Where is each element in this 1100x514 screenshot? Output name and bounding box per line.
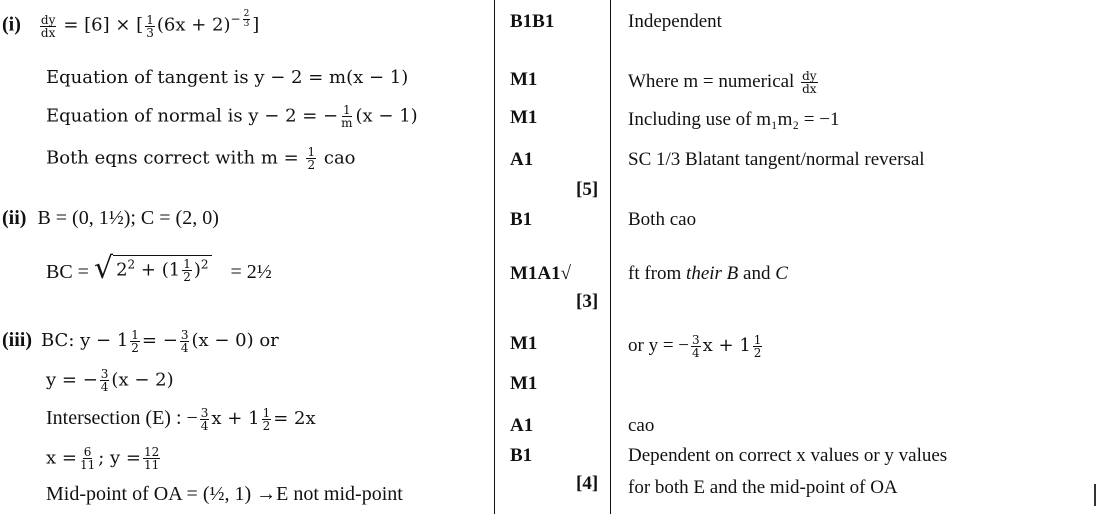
note-where-m: Where m = numerical $\frac{dy}{dx}$ <box>628 69 817 97</box>
dy-text: dy <box>40 12 56 27</box>
mark-m1-tangent: M1 <box>510 69 538 90</box>
mark-a1-both: A1 <box>510 149 534 170</box>
part-iii-bc-line: (iii) BC: y − 1 $\frac{1}{2}$ = − $\frac{3}{4}$ (x − 0) or <box>2 327 279 355</box>
derivative-inner: (6x + 2) <box>156 14 231 36</box>
part-iii-label: (iii) <box>2 329 32 351</box>
column-divider-right <box>610 0 611 514</box>
part-ii-points <box>2 206 219 230</box>
note-both-cao: Both cao <box>628 209 697 230</box>
both-equations-correct: Both eqns correct with m = $\frac{1}{2}$ cao <box>46 145 356 172</box>
note-follow-through: ft from their B and C <box>628 263 788 284</box>
midpoint-statement: Mid-point of OA = (½, 1) →E not mid-point <box>46 483 403 505</box>
part-i-label: (i) <box>2 13 21 36</box>
mark-m1a1-ft: M1A1√ <box>510 263 572 284</box>
normal-equation: Equation of normal is y − 2 = − $\frac{1}{m}$ (x − 1) <box>46 103 418 130</box>
dx-text: dx <box>40 25 56 40</box>
derivative-exponent: − 2 3 <box>230 9 250 29</box>
mark-a1-intersection: A1 <box>510 415 534 436</box>
mark-b1-points: B1 <box>510 209 533 230</box>
mark-b1b1: B1B1 <box>510 11 555 32</box>
mark-total-4: [4] <box>576 473 599 494</box>
column-divider-left <box>494 0 495 514</box>
mark-m1-line: M1 <box>510 373 538 394</box>
part-i-derivative <box>2 10 259 39</box>
mark-m1-bc: M1 <box>510 333 538 354</box>
part-ii-label: (ii) <box>2 207 27 229</box>
mark-b1-midpoint: B1 <box>510 445 533 466</box>
mark-total-5: [5] <box>576 179 599 200</box>
text-cursor <box>1094 484 1096 506</box>
one-third-fraction: $\frac{1}{3}$ <box>146 12 154 40</box>
note-independent: Independent <box>628 11 722 32</box>
intersection-equation: Intersection (E) : − $\frac{3}{4}$ x + 1 $\frac{1}{2}$ = 2x <box>46 405 316 433</box>
intersection-coordinates: x = $\frac{6}{11}$ ; y = $\frac{12}{11}$ <box>46 445 160 472</box>
note-both-e-midpoint: for both E and the mid-point of OA <box>628 477 898 498</box>
note-special-case: SC 1/3 Blatant tangent/normal reversal <box>628 149 925 170</box>
note-m1m2: Including use of m₁m₂ = −1 <box>628 109 840 130</box>
mark-total-3: [3] <box>576 291 599 312</box>
dy-dx-fraction <box>40 14 56 39</box>
note-cao: cao <box>628 415 655 436</box>
points-b-c: B = (0, 1½); C = (2, 0) <box>37 207 219 229</box>
tangent-equation: Equation of tangent is y − 2 = m(x − 1) <box>46 67 409 88</box>
derivative-equation: = [6] × [ <box>63 14 144 36</box>
part-iii-line2: y = − $\frac{3}{4}$ (x − 2) <box>46 367 174 394</box>
note-dependent: Dependent on correct x values or y values <box>628 445 948 466</box>
note-alt-line: or y = − $\frac{3}{4}$ x + 1 $\frac{1}{2}$ <box>628 333 762 361</box>
bc-result: = 2½ <box>230 261 272 283</box>
mark-m1-normal: M1 <box>510 107 538 128</box>
square-root: √ $2^2 + (1$ $\frac{1}{2}$ )$^2$ <box>94 254 212 284</box>
bc-length: BC = √ $2^2 + (1$ $\frac{1}{2}$ )$^2$ = 2½ <box>46 251 272 286</box>
one-half-fraction: $\frac{1}{2}$ <box>307 145 316 172</box>
derivative-close: ] <box>252 14 260 36</box>
one-over-m-fraction: $\frac{1}{m}$ <box>341 103 353 130</box>
